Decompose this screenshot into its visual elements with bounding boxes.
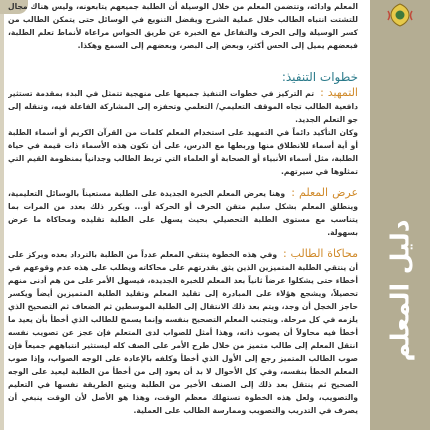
paragraph-tamheed-2: وكان التأكيد دائماً في التمهيد على استخدام المعلم كلمات من القرآن الكريم أو أسماء الطلبة أو أية أسماء للانطلاق منها وربطها مع الدرس، على أن تكون هذه الأسماء ذات قيمة في حياة الطلبة، مثل أسماء الأنبياء أو الصحابة أو العلماء التي تربط الطالب وجدانياً بمنظومة القيم التي تمثلوها في سيرتهم. [8,128,358,176]
emblem-logo-icon [384,2,416,28]
paragraph-muhakat [8,247,358,417]
left-decorative-band [0,0,4,430]
sidebar-title [376,200,424,380]
tamheed-text: تم التركيز في خطوات التنفيذ جميعها على منهجية تتمثل في البدء بمقدمة تستثير دافعية الطالب تجاه الموقف التعليمي/ التعلمي وتحفزه إلى المشاركة الفاعلة فيه، وتنقله إلى جو التعلم الجديد. [8,89,358,124]
section-heading-steps: خطوات التنفيذ: [281,70,358,84]
subheading-ard: عرض المعلم : [291,186,358,199]
muhakat-text: وفي هذه الخطوة ينتقي المعلم عدداً من الطلبة بالترداد بعده ويركز على أن ينتقي الطلبة المتميزين الذين يثق بقدرتهم على محاكاته ويطلب على هذه عدم وقوعهم في أخطاء حتى يشكلوا عرضاً ثانياً بعد المعلم للخبرة الجديدة، فيسهل الأمر على من هم أدنى منهم تحصيلاً، ويشجع هؤلاء على المبادرة إلى تقليد المعلم وتقليد الطلبة المتميزين أيضاً ويكسر حاجز الخجل أن وجد، ويتم بعد ذلك الانتقال إلى الطلبة الموسطين ثم الضعاف ثم التصحيح الذي يلزمه في كل مرحلة. ويتجنب المعلم التصحيح بنفسه وإنما يسمح للطالب الذي أخطأ بأن يعيد ما أخطأ فيه محاولاً أن يصوب ذاته، وهذا أمثل للصواب لدى المتعلم فإن عجز عن تصويب نفسه انتقل المعلم إلى طالب متميز من خلال طرح الأمر على الصف كله ليستثير انتباههم جميعاً فإن صوب الطالب المتميز رجع إلى الأول الذي أخطأ وكلفه بالإعادة على الوجه الصواب، وإذا صوب المعلم الخطأ بنفسه، وفي كل الأحوال لا بد أن يعود إلى من أخطأ من الطلبة ليعيد على الوجه الصحيح ثم ينتقل بعد ذلك إلى الصنف الأخير من الطلبة ويتبع الطريقة نفسها في التعليم والتصويب، ولعل هذه الخطوة تستهلك معظم الوقت، وهذا هو الأصل لأن الوقت ينبغي أن يصرف في التدريب والتصويب وممارسة الطالب على العملية. [8,250,358,415]
subheading-tamheed: التمهيد : [320,86,358,99]
ard-text: وهنا يعرض المعلم الخبرة الجديدة على الطلبة مستعيناً بالوسائل التعليمية، وينطلق المعلم بشكل سليم متقن الحرف أو الحركة أو... ويكرر ذلك بعدد من المرات بما يتناسب مع مستوى الطلبة التحصيلي بحيث يسهل على الطلبة تقليده ومحاكاة ما عرض بسهولة. [8,189,358,237]
main-content [8,0,358,430]
subheading-muhakat: محاكاة الطالب : [283,247,358,260]
paragraph-tamheed [8,86,358,126]
intro-paragraph: المعلم وادائه، وتتضمن المعلم من خلال الوسيلة أن الطلبة جميعهم يتابعونه، وليس هناك مجال للتشتت انتباه الطالب خلال عملية الشرح ويفضل التنويع في الوسائل حتى يتمكن الطالب من كسر الوسيلة وإلى الحرف والتفاعل مع الخبرة عن طريق الحواس مراعاة لأنماط تعلم الطلبة، فبعضهم يميل إلى الحس أكثر، وبعض إلى البصر، وبعضهم إلى السمع وهكذا. [8,2,358,50]
sidebar-title-text: دليل المعلم [385,218,415,362]
right-sidebar [370,0,430,430]
paragraph-ard [8,186,358,239]
